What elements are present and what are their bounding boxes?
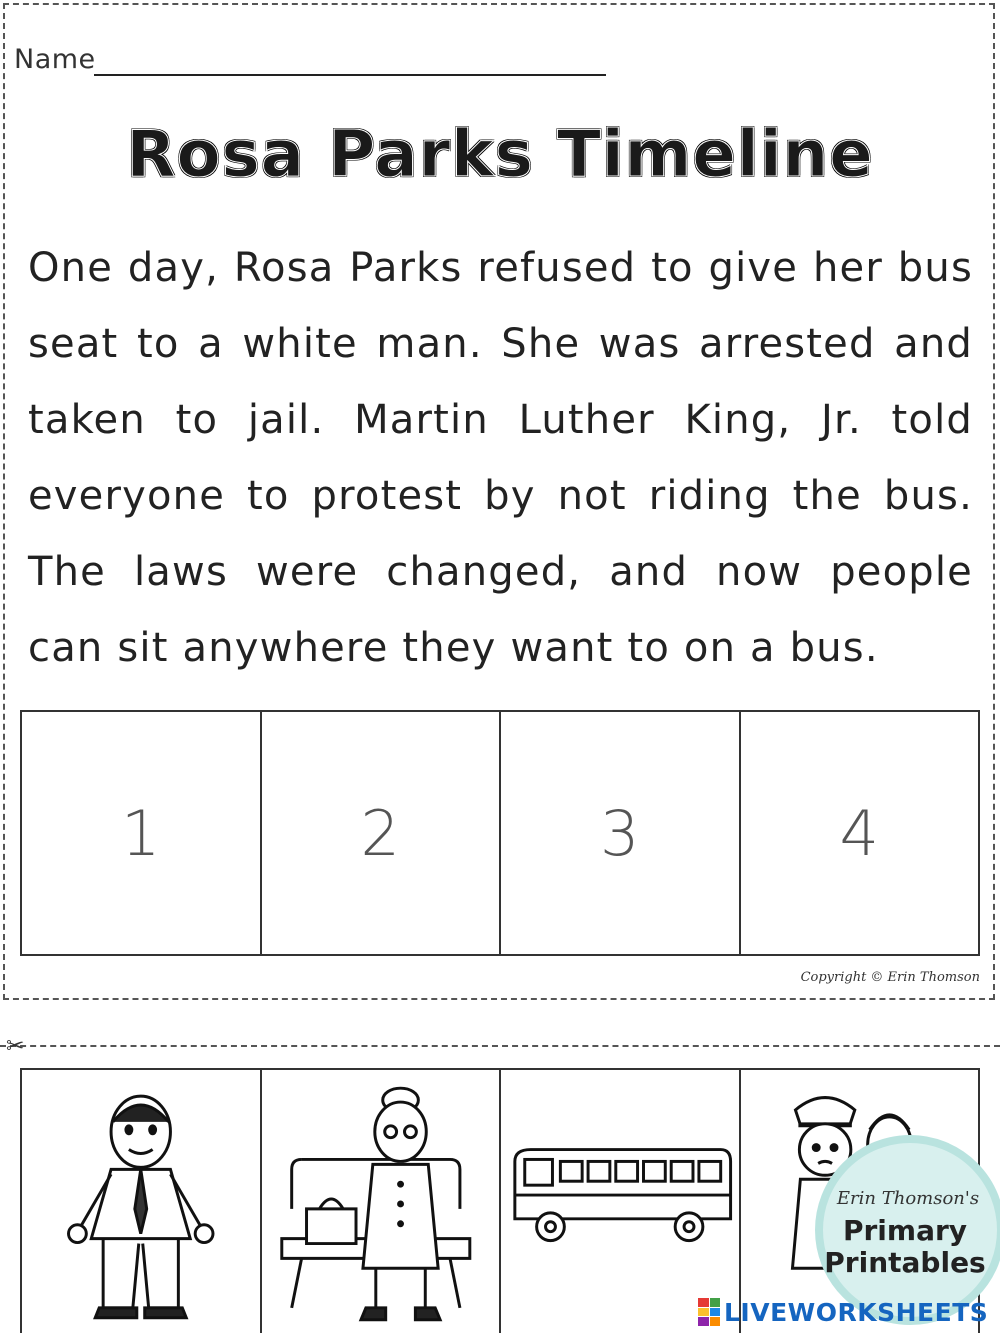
badge-script-text: Erin Thomson's	[836, 1188, 980, 1209]
timeline-box-1[interactable]: 1	[22, 712, 262, 954]
man-in-suit-icon	[22, 1070, 260, 1333]
name-label: Name	[14, 44, 96, 75]
scissors-icon: ✂	[6, 1034, 25, 1059]
badge-title	[815, 1215, 995, 1279]
passage-line: taken to jail. Martin Luther King, Jr. told	[28, 397, 973, 443]
copyright-text: Copyright © Erin Thomson	[800, 970, 980, 985]
timeline-boxes	[20, 710, 980, 956]
cutout-picture-3[interactable]	[501, 1070, 741, 1333]
liveworksheets-text: LIVEWORKSHEETS	[724, 1297, 989, 1327]
cutout-picture-2[interactable]	[262, 1070, 502, 1333]
cutout-picture-1[interactable]	[22, 1070, 262, 1333]
badge-line-2: Printables	[824, 1246, 986, 1279]
passage-line: The laws were changed, and now people	[28, 549, 973, 595]
timeline-box-3[interactable]: 3	[501, 712, 741, 954]
timeline-box-4[interactable]: 4	[839, 796, 879, 870]
bus-icon	[501, 1070, 739, 1333]
name-input-line[interactable]	[94, 74, 606, 76]
page-title: Rosa Parks Timeline	[126, 118, 874, 192]
passage-line: seat to a white man. She was arrested and	[28, 321, 973, 367]
liveworksheets-logo[interactable]	[698, 1296, 988, 1328]
passage-line: everyone to protest by not riding the bus.	[28, 473, 973, 519]
woman-on-bench-icon	[262, 1070, 500, 1333]
passage-line: can sit anywhere they want to on a bus.	[28, 625, 879, 671]
badge-line-1: Primary	[842, 1214, 968, 1247]
timeline-box-2[interactable]: 2	[262, 712, 502, 954]
reading-passage	[28, 230, 973, 686]
cut-line	[0, 1045, 1000, 1047]
liveworksheets-icon	[698, 1298, 720, 1326]
passage-line: One day, Rosa Parks refused to give her bus	[28, 245, 973, 291]
